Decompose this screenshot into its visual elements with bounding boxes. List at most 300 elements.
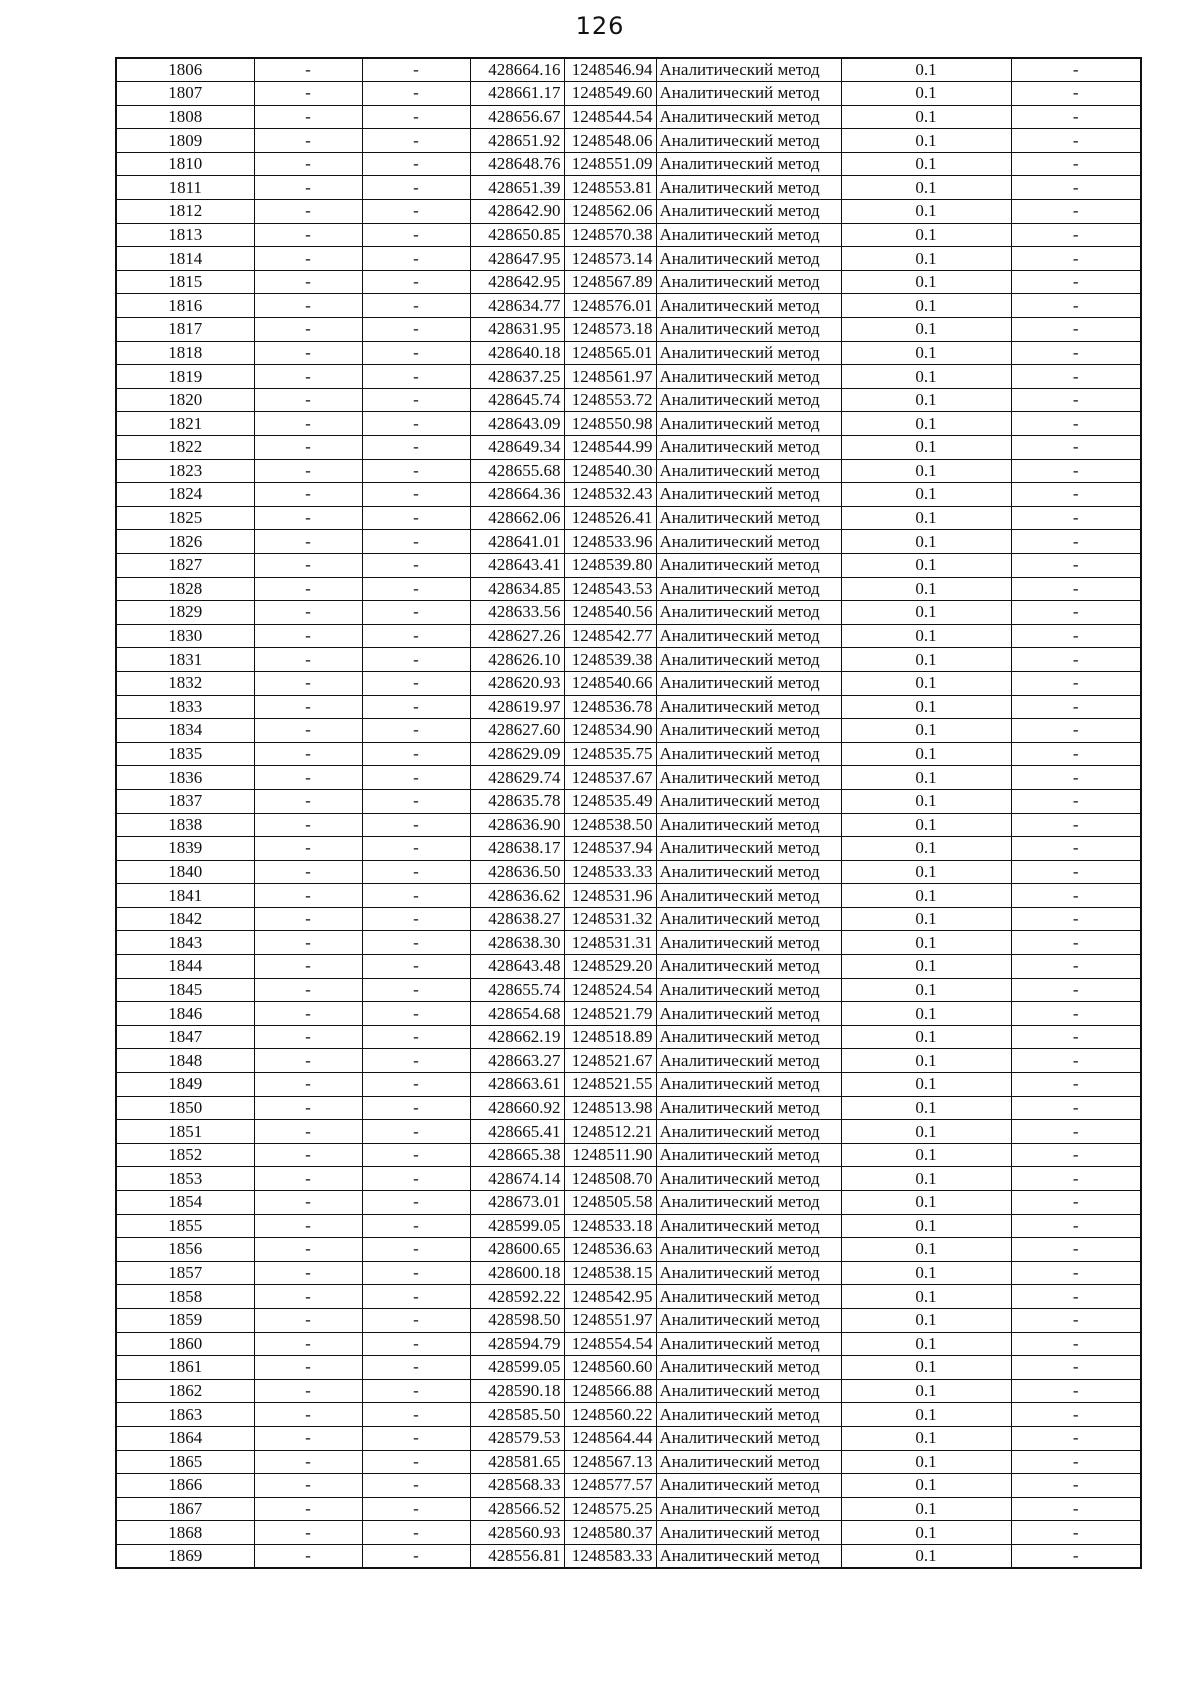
empty-cell: - [362,1474,470,1498]
empty-cell: - [362,860,470,884]
x-coordinate-cell: 428619.97 [470,695,564,719]
table-body [116,58,1141,1568]
empty-cell: - [1011,955,1141,979]
y-coordinate-cell: 1248531.96 [564,884,656,908]
empty-cell: - [254,247,362,271]
table-row [116,1379,1141,1403]
table-row [116,483,1141,507]
empty-cell: - [1011,270,1141,294]
table-row [116,1521,1141,1545]
y-coordinate-cell: 1248561.97 [564,365,656,389]
x-coordinate-cell: 428647.95 [470,247,564,271]
y-coordinate-cell: 1248560.22 [564,1403,656,1427]
empty-cell: - [1011,789,1141,813]
empty-cell: - [254,1544,362,1568]
empty-cell: - [1011,223,1141,247]
table-row [116,82,1141,106]
coordinates-table [115,57,1142,1569]
point-number-cell: 1861 [116,1356,254,1380]
table-row [116,1403,1141,1427]
point-number-cell: 1812 [116,200,254,224]
y-coordinate-cell: 1248553.81 [564,176,656,200]
y-coordinate-cell: 1248540.66 [564,671,656,695]
point-number-cell: 1837 [116,789,254,813]
method-cell: Аналитический метод [656,270,841,294]
x-coordinate-cell: 428634.85 [470,577,564,601]
accuracy-cell: 0.1 [841,318,1011,342]
accuracy-cell: 0.1 [841,671,1011,695]
empty-cell: - [254,459,362,483]
x-coordinate-cell: 428663.27 [470,1049,564,1073]
empty-cell: - [254,1073,362,1097]
empty-cell: - [1011,1049,1141,1073]
accuracy-cell: 0.1 [841,58,1011,82]
empty-cell: - [1011,1096,1141,1120]
table-row [116,388,1141,412]
y-coordinate-cell: 1248548.06 [564,129,656,153]
accuracy-cell: 0.1 [841,223,1011,247]
table-row [116,436,1141,460]
point-number-cell: 1829 [116,601,254,625]
table-row [116,907,1141,931]
empty-cell: - [362,436,470,460]
empty-cell: - [362,459,470,483]
empty-cell: - [362,1426,470,1450]
empty-cell: - [362,223,470,247]
empty-cell: - [362,624,470,648]
point-number-cell: 1820 [116,388,254,412]
accuracy-cell: 0.1 [841,341,1011,365]
empty-cell: - [254,1261,362,1285]
method-cell: Аналитический метод [656,1096,841,1120]
accuracy-cell: 0.1 [841,1285,1011,1309]
y-coordinate-cell: 1248526.41 [564,506,656,530]
point-number-cell: 1813 [116,223,254,247]
accuracy-cell: 0.1 [841,436,1011,460]
x-coordinate-cell: 428655.74 [470,978,564,1002]
y-coordinate-cell: 1248550.98 [564,412,656,436]
empty-cell: - [362,648,470,672]
method-cell: Аналитический метод [656,1450,841,1474]
empty-cell: - [254,766,362,790]
point-number-cell: 1842 [116,907,254,931]
empty-cell: - [362,1238,470,1262]
empty-cell: - [1011,1474,1141,1498]
empty-cell: - [1011,1356,1141,1380]
empty-cell: - [362,412,470,436]
table-row [116,1308,1141,1332]
point-number-cell: 1862 [116,1379,254,1403]
empty-cell: - [362,978,470,1002]
table-row [116,1238,1141,1262]
point-number-cell: 1843 [116,931,254,955]
accuracy-cell: 0.1 [841,860,1011,884]
table-row [116,1450,1141,1474]
accuracy-cell: 0.1 [841,742,1011,766]
empty-cell: - [254,577,362,601]
table-row [116,1143,1141,1167]
method-cell: Аналитический метод [656,1191,841,1215]
accuracy-cell: 0.1 [841,1096,1011,1120]
x-coordinate-cell: 428660.92 [470,1096,564,1120]
point-number-cell: 1854 [116,1191,254,1215]
empty-cell: - [1011,1308,1141,1332]
empty-cell: - [254,1120,362,1144]
empty-cell: - [1011,1143,1141,1167]
y-coordinate-cell: 1248543.53 [564,577,656,601]
empty-cell: - [1011,884,1141,908]
empty-cell: - [362,553,470,577]
table-row [116,837,1141,861]
empty-cell: - [1011,82,1141,106]
table-row [116,105,1141,129]
x-coordinate-cell: 428651.92 [470,129,564,153]
x-coordinate-cell: 428643.48 [470,955,564,979]
x-coordinate-cell: 428661.17 [470,82,564,106]
accuracy-cell: 0.1 [841,82,1011,106]
method-cell: Аналитический метод [656,483,841,507]
y-coordinate-cell: 1248532.43 [564,483,656,507]
empty-cell: - [362,884,470,908]
table-row [116,1073,1141,1097]
empty-cell: - [362,1214,470,1238]
method-cell: Аналитический метод [656,577,841,601]
method-cell: Аналитический метод [656,1308,841,1332]
table-row [116,459,1141,483]
method-cell: Аналитический метод [656,318,841,342]
accuracy-cell: 0.1 [841,1191,1011,1215]
x-coordinate-cell: 428636.90 [470,813,564,837]
empty-cell: - [1011,695,1141,719]
x-coordinate-cell: 428638.27 [470,907,564,931]
y-coordinate-cell: 1248544.54 [564,105,656,129]
x-coordinate-cell: 428599.05 [470,1356,564,1380]
accuracy-cell: 0.1 [841,719,1011,743]
empty-cell: - [254,294,362,318]
x-coordinate-cell: 428642.95 [470,270,564,294]
accuracy-cell: 0.1 [841,837,1011,861]
empty-cell: - [254,695,362,719]
empty-cell: - [1011,294,1141,318]
empty-cell: - [254,671,362,695]
page-number: 126 [575,12,625,40]
y-coordinate-cell: 1248531.31 [564,931,656,955]
table-row [116,1214,1141,1238]
x-coordinate-cell: 428662.19 [470,1025,564,1049]
empty-cell: - [1011,1167,1141,1191]
accuracy-cell: 0.1 [841,388,1011,412]
accuracy-cell: 0.1 [841,695,1011,719]
empty-cell: - [1011,200,1141,224]
point-number-cell: 1830 [116,624,254,648]
empty-cell: - [1011,931,1141,955]
empty-cell: - [1011,1002,1141,1026]
method-cell: Аналитический метод [656,152,841,176]
empty-cell: - [1011,1261,1141,1285]
accuracy-cell: 0.1 [841,978,1011,1002]
accuracy-cell: 0.1 [841,412,1011,436]
method-cell: Аналитический метод [656,837,841,861]
empty-cell: - [362,1544,470,1568]
x-coordinate-cell: 428598.50 [470,1308,564,1332]
point-number-cell: 1816 [116,294,254,318]
method-cell: Аналитический метод [656,341,841,365]
accuracy-cell: 0.1 [841,931,1011,955]
x-coordinate-cell: 428651.39 [470,176,564,200]
empty-cell: - [254,483,362,507]
empty-cell: - [254,82,362,106]
point-number-cell: 1817 [116,318,254,342]
empty-cell: - [1011,506,1141,530]
point-number-cell: 1818 [116,341,254,365]
y-coordinate-cell: 1248508.70 [564,1167,656,1191]
empty-cell: - [254,270,362,294]
empty-cell: - [362,247,470,271]
y-coordinate-cell: 1248540.30 [564,459,656,483]
table-row [116,671,1141,695]
empty-cell: - [254,742,362,766]
empty-cell: - [254,837,362,861]
table-row [116,1167,1141,1191]
method-cell: Аналитический метод [656,671,841,695]
method-cell: Аналитический метод [656,601,841,625]
y-coordinate-cell: 1248512.21 [564,1120,656,1144]
empty-cell: - [1011,1497,1141,1521]
method-cell: Аналитический метод [656,1120,841,1144]
x-coordinate-cell: 428650.85 [470,223,564,247]
method-cell: Аналитический метод [656,200,841,224]
empty-cell: - [254,553,362,577]
point-number-cell: 1864 [116,1426,254,1450]
empty-cell: - [254,1497,362,1521]
y-coordinate-cell: 1248521.67 [564,1049,656,1073]
point-number-cell: 1845 [116,978,254,1002]
table-row [116,1356,1141,1380]
x-coordinate-cell: 428665.38 [470,1143,564,1167]
empty-cell: - [362,176,470,200]
empty-cell: - [254,1521,362,1545]
accuracy-cell: 0.1 [841,129,1011,153]
y-coordinate-cell: 1248562.06 [564,200,656,224]
table-row [116,860,1141,884]
empty-cell: - [362,530,470,554]
accuracy-cell: 0.1 [841,1379,1011,1403]
y-coordinate-cell: 1248542.77 [564,624,656,648]
empty-cell: - [362,388,470,412]
table-row [116,1025,1141,1049]
y-coordinate-cell: 1248560.60 [564,1356,656,1380]
method-cell: Аналитический метод [656,648,841,672]
accuracy-cell: 0.1 [841,789,1011,813]
method-cell: Аналитический метод [656,1497,841,1521]
x-coordinate-cell: 428585.50 [470,1403,564,1427]
y-coordinate-cell: 1248538.50 [564,813,656,837]
empty-cell: - [1011,719,1141,743]
method-cell: Аналитический метод [656,82,841,106]
y-coordinate-cell: 1248542.95 [564,1285,656,1309]
empty-cell: - [254,58,362,82]
accuracy-cell: 0.1 [841,247,1011,271]
empty-cell: - [254,152,362,176]
empty-cell: - [362,270,470,294]
x-coordinate-cell: 428634.77 [470,294,564,318]
accuracy-cell: 0.1 [841,483,1011,507]
empty-cell: - [254,624,362,648]
method-cell: Аналитический метод [656,1426,841,1450]
empty-cell: - [254,388,362,412]
point-number-cell: 1858 [116,1285,254,1309]
accuracy-cell: 0.1 [841,152,1011,176]
point-number-cell: 1819 [116,365,254,389]
accuracy-cell: 0.1 [841,1143,1011,1167]
empty-cell: - [254,601,362,625]
table-row [116,1191,1141,1215]
y-coordinate-cell: 1248576.01 [564,294,656,318]
table-row [116,318,1141,342]
method-cell: Аналитический метод [656,931,841,955]
empty-cell: - [254,719,362,743]
empty-cell: - [254,1379,362,1403]
x-coordinate-cell: 428633.56 [470,601,564,625]
point-number-cell: 1822 [116,436,254,460]
empty-cell: - [362,1167,470,1191]
method-cell: Аналитический метод [656,1167,841,1191]
accuracy-cell: 0.1 [841,1261,1011,1285]
y-coordinate-cell: 1248573.14 [564,247,656,271]
method-cell: Аналитический метод [656,955,841,979]
point-number-cell: 1860 [116,1332,254,1356]
method-cell: Аналитический метод [656,176,841,200]
empty-cell: - [254,1191,362,1215]
point-number-cell: 1810 [116,152,254,176]
point-number-cell: 1849 [116,1073,254,1097]
method-cell: Аналитический метод [656,412,841,436]
empty-cell: - [1011,1214,1141,1238]
method-cell: Аналитический метод [656,58,841,82]
table-row [116,341,1141,365]
y-coordinate-cell: 1248554.54 [564,1332,656,1356]
empty-cell: - [254,860,362,884]
empty-cell: - [362,1073,470,1097]
empty-cell: - [1011,176,1141,200]
y-coordinate-cell: 1248539.80 [564,553,656,577]
method-cell: Аналитический метод [656,1379,841,1403]
empty-cell: - [1011,1073,1141,1097]
empty-cell: - [1011,365,1141,389]
point-number-cell: 1826 [116,530,254,554]
table-row [116,884,1141,908]
table-row [116,412,1141,436]
accuracy-cell: 0.1 [841,506,1011,530]
empty-cell: - [362,1521,470,1545]
empty-cell: - [254,1214,362,1238]
accuracy-cell: 0.1 [841,884,1011,908]
table-row [116,955,1141,979]
y-coordinate-cell: 1248521.55 [564,1073,656,1097]
accuracy-cell: 0.1 [841,459,1011,483]
accuracy-cell: 0.1 [841,1049,1011,1073]
empty-cell: - [362,1143,470,1167]
empty-cell: - [362,1497,470,1521]
x-coordinate-cell: 428673.01 [470,1191,564,1215]
empty-cell: - [362,1450,470,1474]
x-coordinate-cell: 428648.76 [470,152,564,176]
table-row [116,506,1141,530]
empty-cell: - [254,530,362,554]
x-coordinate-cell: 428674.14 [470,1167,564,1191]
empty-cell: - [1011,907,1141,931]
empty-cell: - [1011,1544,1141,1568]
table-row [116,294,1141,318]
x-coordinate-cell: 428635.78 [470,789,564,813]
accuracy-cell: 0.1 [841,601,1011,625]
y-coordinate-cell: 1248534.90 [564,719,656,743]
empty-cell: - [1011,742,1141,766]
point-number-cell: 1850 [116,1096,254,1120]
y-coordinate-cell: 1248537.94 [564,837,656,861]
y-coordinate-cell: 1248535.49 [564,789,656,813]
empty-cell: - [362,601,470,625]
accuracy-cell: 0.1 [841,105,1011,129]
point-number-cell: 1828 [116,577,254,601]
empty-cell: - [1011,837,1141,861]
empty-cell: - [254,129,362,153]
empty-cell: - [254,223,362,247]
empty-cell: - [362,1356,470,1380]
point-number-cell: 1825 [116,506,254,530]
method-cell: Аналитический метод [656,789,841,813]
point-number-cell: 1847 [116,1025,254,1049]
empty-cell: - [1011,978,1141,1002]
y-coordinate-cell: 1248536.63 [564,1238,656,1262]
point-number-cell: 1852 [116,1143,254,1167]
y-coordinate-cell: 1248567.89 [564,270,656,294]
empty-cell: - [254,884,362,908]
empty-cell: - [254,1285,362,1309]
empty-cell: - [254,813,362,837]
table-row [116,1285,1141,1309]
method-cell: Аналитический метод [656,719,841,743]
y-coordinate-cell: 1248551.09 [564,152,656,176]
point-number-cell: 1840 [116,860,254,884]
accuracy-cell: 0.1 [841,200,1011,224]
x-coordinate-cell: 428643.09 [470,412,564,436]
accuracy-cell: 0.1 [841,530,1011,554]
empty-cell: - [1011,577,1141,601]
table-row [116,1261,1141,1285]
empty-cell: - [362,907,470,931]
empty-cell: - [1011,388,1141,412]
empty-cell: - [254,105,362,129]
y-coordinate-cell: 1248583.33 [564,1544,656,1568]
empty-cell: - [1011,318,1141,342]
x-coordinate-cell: 428620.93 [470,671,564,695]
point-number-cell: 1867 [116,1497,254,1521]
empty-cell: - [1011,341,1141,365]
x-coordinate-cell: 428629.74 [470,766,564,790]
point-number-cell: 1868 [116,1521,254,1545]
x-coordinate-cell: 428636.62 [470,884,564,908]
method-cell: Аналитический метод [656,1474,841,1498]
empty-cell: - [362,789,470,813]
x-coordinate-cell: 428664.36 [470,483,564,507]
empty-cell: - [1011,129,1141,153]
method-cell: Аналитический метод [656,1544,841,1568]
accuracy-cell: 0.1 [841,553,1011,577]
empty-cell: - [1011,813,1141,837]
empty-cell: - [254,506,362,530]
empty-cell: - [254,1426,362,1450]
